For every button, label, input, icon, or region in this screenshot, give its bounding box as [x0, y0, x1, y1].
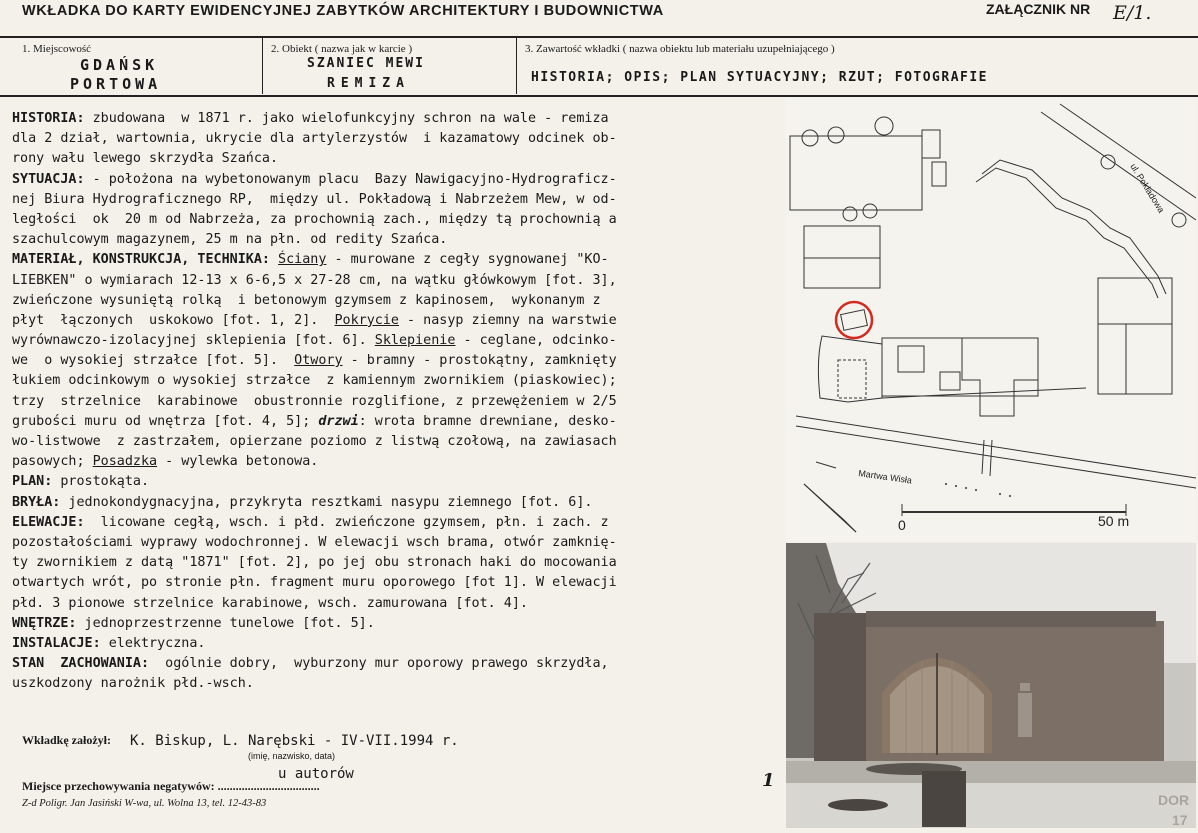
text-line [12, 109, 784, 129]
text-line: dla 2 dział, wartownia, ukrycie dla artylerzystów i kazamatowy odcinek ob- [12, 131, 617, 147]
text-line [12, 493, 784, 513]
section-heading-sytuacja: SYTUACJA: [12, 171, 85, 187]
text-run: : wrota bramne drewniane, desko- [358, 413, 617, 429]
street-label: ul. Pokładowa [1128, 161, 1167, 215]
text-line: rony wału lewego skrzydła Szańca. [12, 151, 279, 167]
text-line [12, 412, 784, 432]
text-line [12, 472, 784, 492]
text-line: pozostałościami wyprawy wodochronnej. W elewacji wsch brama, otwór zamknię- [12, 534, 617, 550]
subheading-otwory: Otwory [294, 353, 343, 369]
text-line: otwartych wrót, po stronie płn. fragment muru oporowego [fot 1]. W elewacji [12, 575, 617, 591]
section-heading-instalacje: INSTALACJE: [12, 635, 101, 651]
section-heading-material: MATERIAŁ, KONSTRUKCJA, TECHNIKA: [12, 252, 270, 268]
text-line: trzy strzelnice karabinowe obustronnie rozglifione, z przewężeniem w 2/5 [12, 393, 617, 409]
section-heading-historia: HISTORIA: [12, 111, 85, 126]
text-run: elektryczna. [100, 635, 206, 651]
text-line [12, 513, 784, 533]
text-line [12, 654, 784, 674]
section-heading-plan: PLAN: [12, 474, 53, 490]
text-line: łukiem odcinkowym o wysokiej strzałce z kamiennym zwornikiem (piaskowiec); [12, 373, 617, 389]
text-run: jednoprzestrzenne tunelowe [fot. 5]. [76, 615, 375, 631]
text-line: szachulcowym magazynem, 25 m na płn. od redity Szańca. [12, 232, 448, 248]
signature-label: Wkładkę założył: [22, 733, 111, 747]
text-line [12, 614, 784, 634]
subheading-posadzka: Posadzka [92, 454, 158, 470]
text-line: LIEBKEN" o wymiarach 12-13 x 6-6,5 x 27-28 cm, na wątku główkowym [fot. 3], [12, 272, 617, 288]
text-run: jednokondygnacyjna, przykryta resztkami nasypu ziemnego [fot. 6]. [60, 494, 593, 510]
contents-value: HISTORIA; OPIS; PLAN SYTUACYJNY; RZUT; FOTOGRAFIE [531, 70, 989, 85]
section-heading-bryla: BRYŁA: [12, 494, 61, 510]
text-run: - murowane z cegły sygnowanej "KO- [326, 252, 609, 268]
building-photo-drawing [786, 543, 1196, 828]
text-line [12, 250, 784, 270]
section-heading-stan: STAN ZACHOWANIA: [12, 656, 150, 672]
text-line: uszkodzony narożnik płd.-wsch. [12, 676, 254, 692]
text-run [270, 252, 278, 267]
attachment-number: E/1. [1113, 2, 1152, 24]
text-line [12, 311, 784, 331]
negatives-location-label: Miejsce przechowywania negatywów: .................................. [22, 779, 320, 793]
printer-imprint: Z-d Poligr. Jan Jasiński W-wa, ul. Wolna 13, tel. 12-43-83 [22, 798, 267, 809]
text-line [12, 351, 784, 371]
text-run: ogólnie dobry, wyburzony mur oporowy prawego skrzydła, [149, 656, 609, 672]
section-heading-wnetrze: WNĘTRZE: [12, 615, 77, 631]
signature-value: K. Biskup, L. Narębski - IV-VII.1994 r. [130, 733, 459, 749]
description-text [12, 109, 784, 694]
text-run: prostokąta. [52, 474, 150, 490]
text-run: zbudowana w 1871 r. jako wielofunkcyjny schron na wale - remiza [84, 111, 609, 126]
site-plan-drawing [786, 98, 1196, 541]
text-line: ległości ok 20 m od Nabrzeża, za prochownią zach., między tą prochownią a [12, 211, 617, 227]
text-run: licowane cegłą, wsch. i płd. zwieńczone gzymsem, płn. i zach. z [84, 514, 609, 530]
subheading-sklepienie: Sklepienie [374, 333, 456, 349]
text-run: - nasyp ziemny na warstwie [398, 312, 617, 328]
object-label: 2. Obiekt ( nazwa jak w karcie ) [271, 43, 413, 55]
text-line [12, 331, 784, 351]
site-plan [786, 98, 1196, 541]
text-line: płd. 3 pionowe strzelnice karabinowe, wsch. zamurowana [fot. 4]. [12, 595, 528, 611]
text-run: grubości muru od wnętrza [fot. 4, 5]; [12, 413, 319, 429]
subheading-drzwi: drzwi [318, 413, 359, 429]
text-run: - ceglane, odcinko- [455, 333, 617, 349]
signature-caption: (imię, nazwisko, data) [248, 751, 336, 761]
text-run: - wylewka betonowa. [157, 454, 319, 470]
contents-label: 3. Zawartość wkładki ( nazwa obiektu lub materiału uzupełniającego ) [525, 43, 835, 55]
text-line [12, 170, 784, 190]
location-value-2: PORTOWA [70, 75, 162, 93]
river-label: Martwa Wisła [857, 468, 913, 486]
text-run: pasowych; [12, 454, 93, 470]
text-run: wyrównawczo-izolacyjnej sklepienia [fot. 6]. [12, 333, 375, 349]
text-line: wo-listwowe z zastrzałem, opierzane poziomo z listwą czołową, na zawiasach [12, 434, 617, 449]
text-line [12, 634, 784, 654]
text-run: we o wysokiej strzałce [fot. 5]. [12, 353, 295, 369]
building-photo [786, 543, 1196, 828]
photo-corner-label-2: 17 [1172, 812, 1188, 828]
page-number: 1 [762, 770, 775, 791]
location-label: 1. Miejscowość [22, 43, 92, 55]
text-line: zwieńczone wysuniętą rolką i betonowym gzymsem z kapinosem, wykonanym z [12, 292, 601, 308]
text-line: ty zwornikiem z datą "1871" [fot. 2], po jej obu stronach haki do mocowania [12, 555, 617, 571]
object-value-1: SZANIEC MEWI [307, 56, 425, 71]
scale-start: 0 [898, 517, 906, 533]
subheading-pokrycie: Pokrycie [334, 312, 399, 328]
text-line: nej Biura Hydrograficznego RP, między ul. Pokładową i Nabrzeżem Mew, w od- [12, 191, 617, 207]
header-contents [517, 38, 1198, 94]
photo-corner-label: DOR [1158, 792, 1190, 808]
header-object [263, 38, 517, 94]
location-value-1: GDAŃSK [80, 56, 159, 74]
text-run: - położona na wybetonowanym placu Bazy Nawigacyjno-Hydrograficz- [84, 171, 617, 187]
text-run: płyt łączonych uskokowo [fot. 1, 2]. [12, 312, 335, 328]
section-heading-elewacje: ELEWACJE: [12, 514, 85, 530]
object-value-2: REMIZA [327, 76, 410, 91]
negatives-location-value: u autorów [278, 766, 354, 782]
text-run: - bramny - prostokątny, zamknięty [342, 353, 617, 369]
header-divider [0, 95, 1198, 97]
form-title: WKŁADKA DO KARTY EWIDENCYJNEJ ZABYTKÓW ARCHITEKTURY I BUDOWNICTWA [22, 3, 664, 19]
attachment-label: ZAŁĄCZNIK NR [986, 1, 1091, 17]
scale-end: 50 m [1098, 513, 1130, 529]
form-title-bar [0, 0, 1198, 38]
header-location [0, 38, 263, 94]
subheading-sciany: Ściany [278, 252, 327, 268]
text-line [12, 452, 784, 472]
